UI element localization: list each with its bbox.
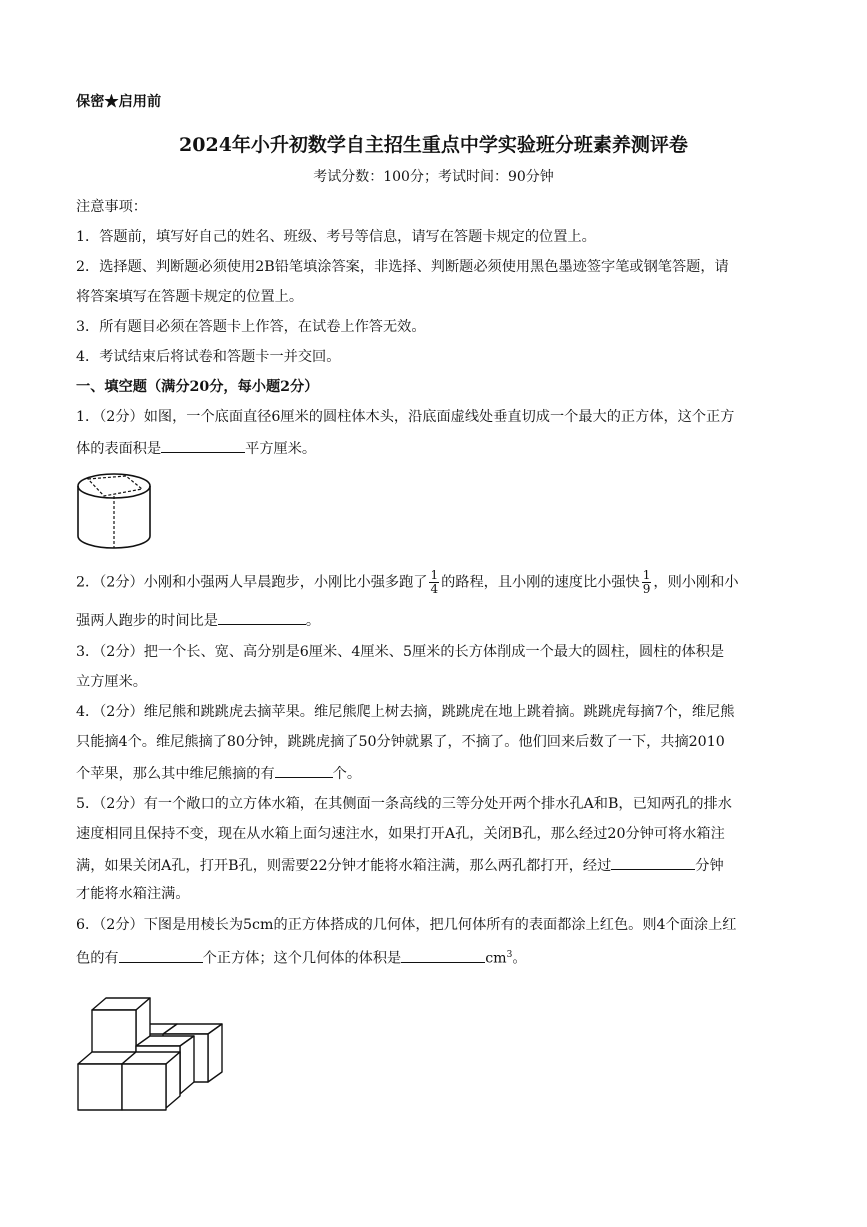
- q5-answer-blank[interactable]: [611, 854, 695, 870]
- fraction-one-ninth: [642, 569, 652, 596]
- q1-answer-blank[interactable]: [161, 437, 245, 453]
- fraction-numerator: 1: [430, 568, 439, 582]
- note-item: 4．考试结束后将试卷和答题卡一并交回。: [76, 349, 341, 365]
- q2-line2-text-b: 。: [305, 613, 321, 629]
- q1-text-b: 平方厘米。: [245, 441, 317, 457]
- section-heading: 一、填空题（满分20分，每小题2分）: [76, 379, 319, 395]
- question-5-line3: [76, 854, 724, 876]
- fraction-one-quarter: [429, 569, 439, 596]
- q2-line2-text-a: 强两人跑步的时间比是: [76, 613, 218, 629]
- question-5-text: 5．（2分）有一个敞口的立方体水箱，在其侧面一条高线的三等分处开两个排水孔A和B，已知两孔的排水: [76, 796, 732, 812]
- q6-unit-exponent: 3: [506, 950, 513, 960]
- exam-info: 考试分数：100分；考试时间：90分钟: [313, 169, 554, 185]
- q5-text-b: 分钟: [695, 858, 724, 874]
- question-2-text: [76, 569, 739, 596]
- question-4-line3: [76, 762, 361, 784]
- q2-answer-blank[interactable]: [218, 609, 306, 625]
- question-1-line2: [76, 437, 316, 459]
- question-2-line2: [76, 609, 320, 631]
- q5-text-a: 满，如果关闭A孔，打开B孔，则需要22分钟才能将水箱注满，那么两孔都打开，经过: [76, 858, 612, 874]
- secret-mark: 保密★启用前: [76, 94, 162, 110]
- page-title: 2024年小升初数学自主招生重点中学实验班分班素养测评卷: [179, 134, 688, 156]
- q6-text-b: 个正方体；这个几何体的体积是: [202, 950, 402, 967]
- fraction-denominator: 9: [642, 582, 651, 596]
- q1-text-a: 体的表面积是: [76, 441, 162, 457]
- note-item: 3．所有题目必须在答题卡上作答，在试卷上作答无效。: [76, 319, 426, 335]
- question-4-line2: 只能摘4个。维尼熊摘了80分钟，跳跳虎摘了50分钟就累了，不摘了。他们回来后数了一下，共摘2010: [76, 734, 725, 750]
- q4-text-a: 个苹果，那么其中维尼熊摘的有: [76, 766, 275, 782]
- question-5-line4: 才能将水箱注满。: [76, 886, 190, 902]
- q6-text-end: 。: [512, 950, 527, 967]
- cube-stack-figure: [72, 990, 238, 1112]
- q4-text-b: 个。: [332, 766, 362, 782]
- fraction-numerator: 1: [642, 568, 651, 582]
- q4-answer-blank[interactable]: [275, 762, 333, 778]
- question-4-text: 4．（2分）维尼熊和跳跳虎去摘苹果。维尼熊爬上树去摘，跳跳虎在地上跳着摘。跳跳虎每摘7个，维尼熊: [76, 704, 735, 720]
- question-5-line2: 速度相同且保持不变，现在从水箱上面匀速注水，如果打开A孔，关闭B孔，那么经过20分钟可将水箱注: [76, 826, 725, 842]
- q6-unit: cm: [485, 950, 507, 967]
- cylinder-cube-figure: [74, 470, 154, 552]
- q2-text-b: 的路程，且小刚的速度比小强快: [441, 574, 640, 591]
- question-6-text: 6．（2分）下图是用棱长为5cm的正方体搭成的几何体，把几何体所有的表面都涂上红色。则4个面涂上红: [76, 917, 737, 933]
- q2-text-c: ，则小刚和小: [653, 574, 739, 591]
- q6-answer-blank-2[interactable]: [401, 947, 485, 963]
- question-6-line2: [76, 945, 527, 969]
- notes-heading: 注意事项：: [76, 199, 147, 215]
- q6-text-a: 色的有: [76, 950, 119, 967]
- q2-text-a: 2．（2分）小刚和小强两人早晨跑步，小刚比小强多跑了: [76, 574, 428, 591]
- fraction-denominator: 4: [430, 582, 439, 596]
- note-item: 将答案填写在答题卡规定的位置上。: [76, 289, 304, 305]
- question-3-line2: 立方厘米。: [76, 674, 147, 690]
- note-item: 1．答题前，填写好自己的姓名、班级、考号等信息，请写在答题卡规定的位置上。: [76, 229, 596, 245]
- question-1-text: 1．（2分）如图，一个底面直径6厘米的圆柱体木头，沿底面虚线处垂直切成一个最大的正方体，这个正方: [76, 409, 735, 425]
- question-3-text: 3．（2分）把一个长、宽、高分别是6厘米、4厘米、5厘米的长方体削成一个最大的圆柱，圆柱的体积是: [76, 644, 725, 660]
- note-item: 2．选择题、判断题必须使用2B铅笔填涂答案，非选择、判断题必须使用黑色墨迹签字笔或钢笔答题，请: [76, 259, 729, 275]
- q6-answer-blank-1[interactable]: [119, 947, 203, 963]
